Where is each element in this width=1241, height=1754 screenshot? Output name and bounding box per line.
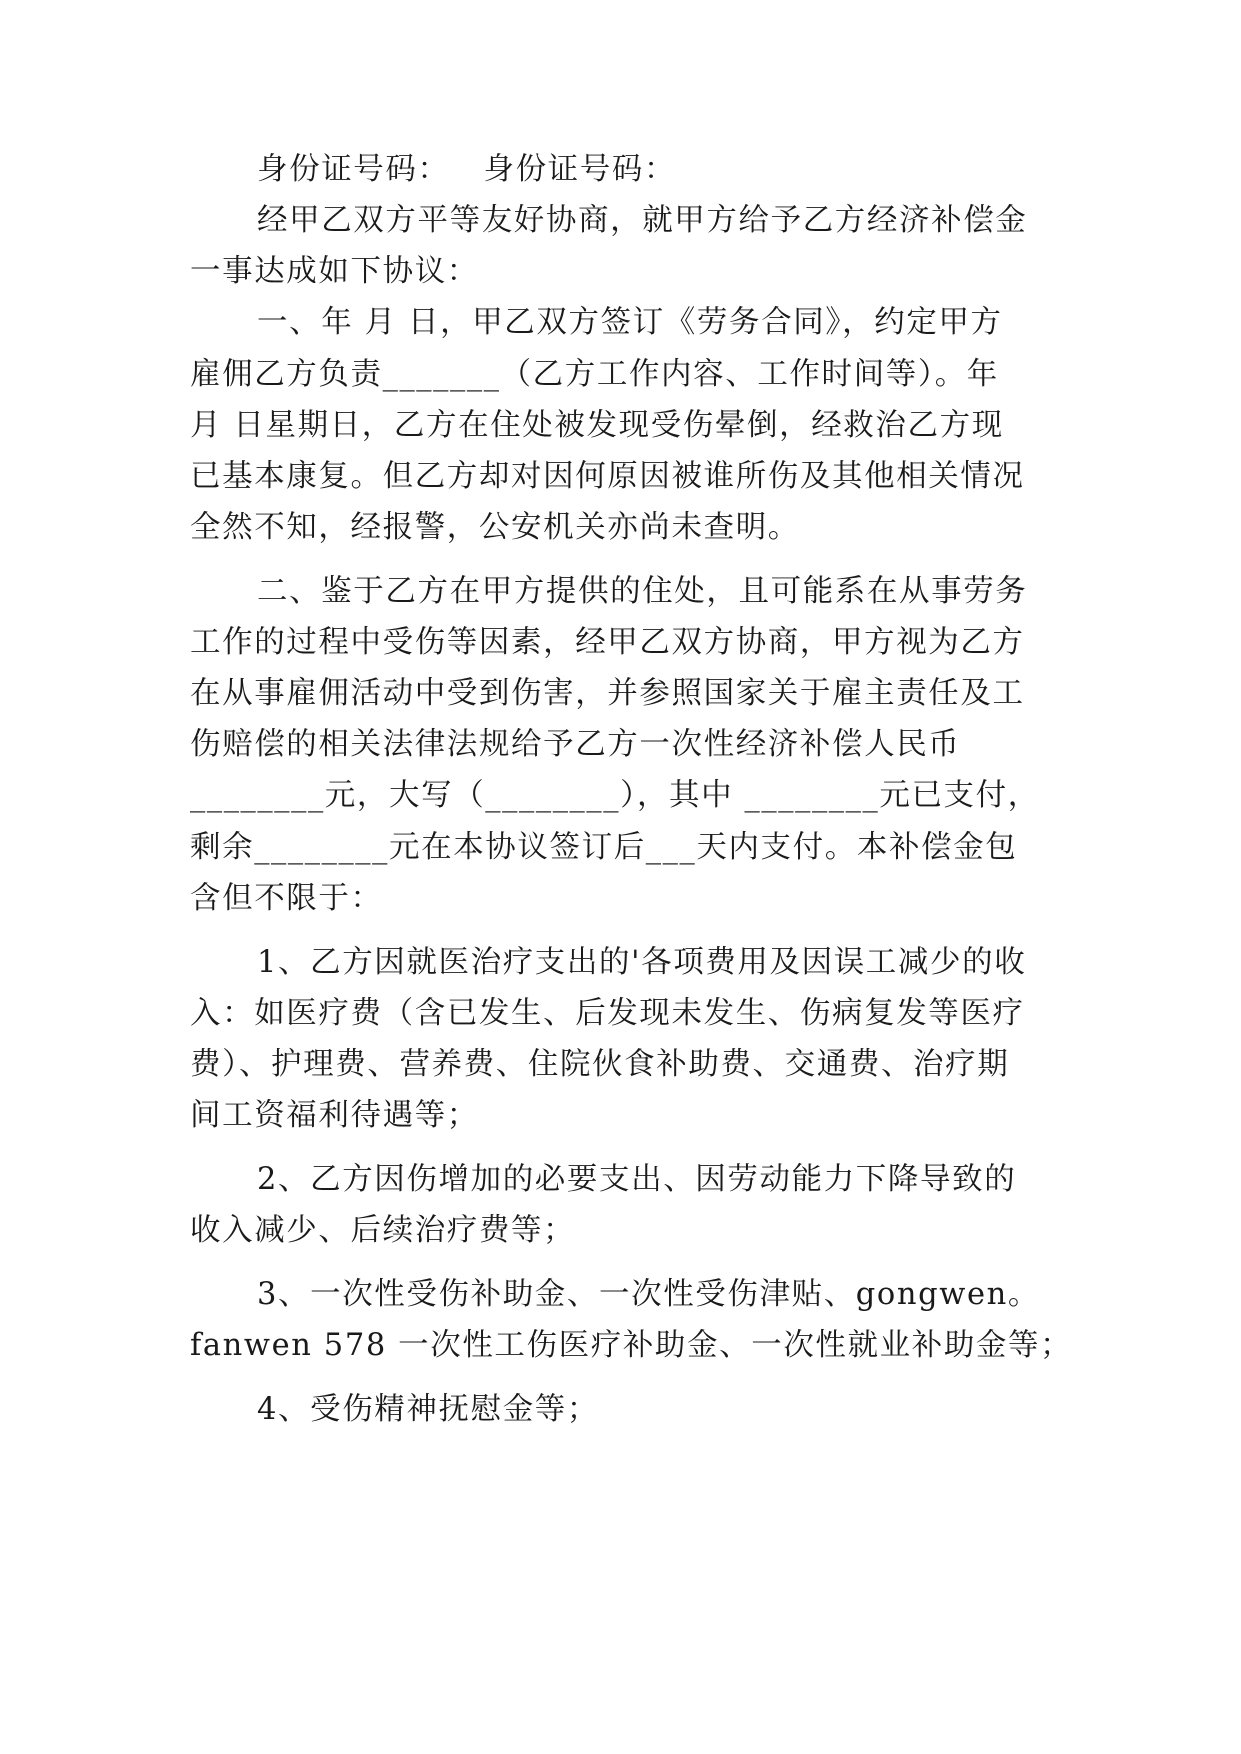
- paragraph-line: 雇佣乙方负责_______（乙方工作内容、工作时间等）。年: [190, 357, 999, 392]
- paragraph-line: ________元，大写（________），其中 ________元已支付，: [190, 778, 1040, 813]
- paragraph-line: 月 日星期日，乙方在住处被发现受伤晕倒，经救治乙方现: [190, 408, 1004, 443]
- paragraph-line: 剩余________元在本协议签订后___天内支付。本补偿金包: [190, 830, 1018, 865]
- paragraph-line: 经甲乙双方平等友好协商，就甲方给予乙方经济补偿金: [257, 203, 1028, 238]
- paragraph-line: 伤赔偿的相关法律法规给予乙方一次性经济补偿人民币: [190, 727, 961, 762]
- list-item-line: 费）、护理费、营养费、住院伙食补助费、交通费、治疗期: [190, 1047, 1010, 1082]
- list-item-line: 3、一次性受伤补助金、一次性受伤津贴、gongwen。: [257, 1277, 1040, 1312]
- paragraph-line: 已基本康复。但乙方却对因何原因被谁所伤及其他相关情况: [190, 459, 1025, 494]
- paragraph-line: 全然不知，经报警，公安机关亦尚未查明。: [190, 510, 800, 545]
- list-item-line: 2、乙方因伤增加的必要支出、因劳动能力下降导致的: [257, 1162, 1017, 1197]
- paragraph-line: 一事达成如下协议：: [190, 254, 479, 289]
- paragraph-line: 工作的过程中受伤等因素，经甲乙双方协商，甲方视为乙方: [190, 625, 1025, 660]
- list-item-line: 1、乙方因就医治疗支出的'各项费用及因误工减少的收: [257, 945, 1027, 980]
- list-item-line: fanwen 578 一次性工伤医疗补助金、一次性就业补助金等；: [190, 1328, 1073, 1363]
- id-number-line: 身份证号码： 身份证号码：: [257, 152, 677, 187]
- paragraph-line: 在从事雇佣活动中受到伤害，并参照国家关于雇主责任及工: [190, 676, 1025, 711]
- list-item-line: 收入减少、后续治疗费等；: [190, 1213, 576, 1248]
- list-item-line: 间工资福利待遇等；: [190, 1098, 479, 1133]
- list-item-line: 入：如医疗费（含已发生、后发现未发生、伤病复发等医疗: [190, 996, 1025, 1031]
- list-item-line: 4、受伤精神抚慰金等；: [257, 1392, 600, 1427]
- paragraph-line: 含但不限于：: [190, 881, 383, 916]
- paragraph-line: 二、鉴于乙方在甲方提供的住处，且可能系在从事劳务: [257, 574, 1028, 609]
- paragraph-line: 一、年 月 日，甲乙双方签订《劳务合同》，约定甲方: [257, 305, 1003, 340]
